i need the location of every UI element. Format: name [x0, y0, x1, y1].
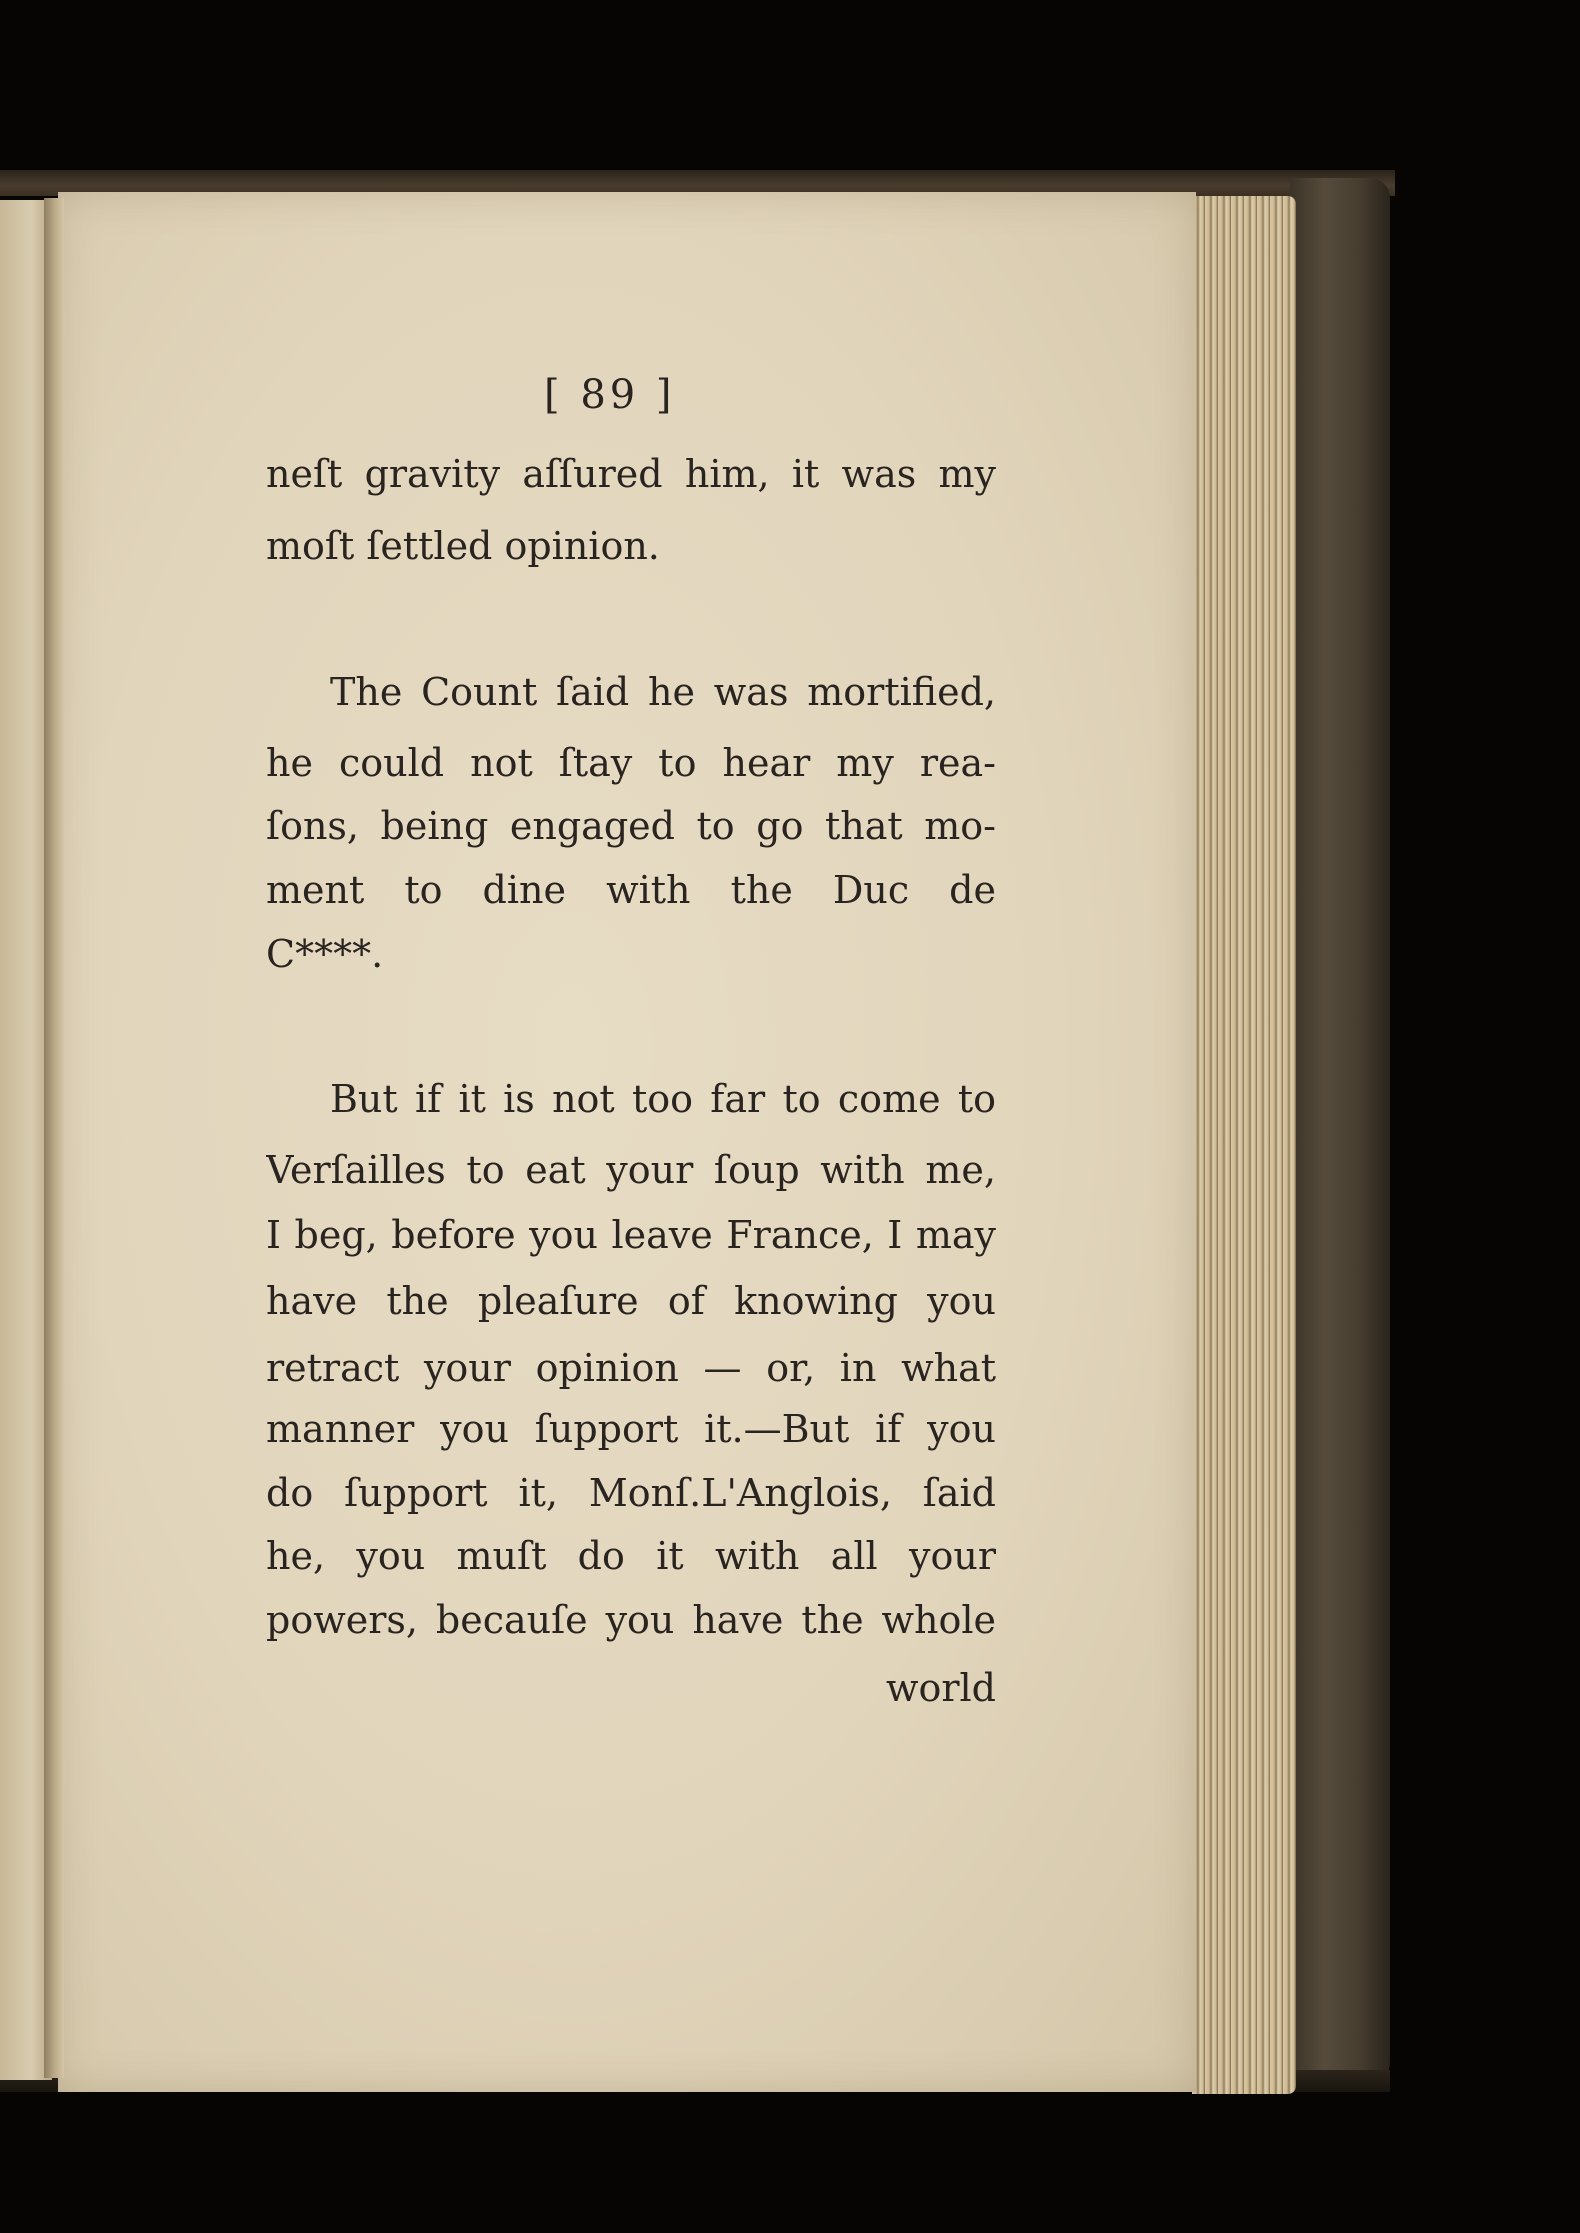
text-line: Verſailles to eat your ſoup with me, [266, 1148, 996, 1192]
text-line: neſt gravity aſſured him, it was my [266, 452, 996, 496]
page-gutter [44, 198, 64, 2078]
text-line: But if it is not too far to come to [330, 1077, 996, 1121]
text-line: ment to dine with the Duc de [266, 868, 996, 912]
text-line: have the pleaſure of knowing you [266, 1279, 996, 1323]
text-line: manner you ſupport it.—But if you [266, 1407, 996, 1451]
text-line: ſons, being engaged to go that mo- [266, 804, 996, 848]
text-line: retract your opinion — or, in what [266, 1346, 996, 1390]
text-line: powers, becauſe you have the whole [266, 1598, 996, 1642]
text-line: moſt ſettled opinion. [266, 524, 660, 568]
catchword: world [885, 1666, 996, 1710]
book-cover-spine-edge [1290, 178, 1390, 2088]
text-line: I beg, before you leave France, I may [266, 1213, 996, 1257]
text-line: he, you muſt do it with all your [266, 1534, 996, 1578]
text-line: he could not ſtay to hear my rea- [266, 741, 996, 785]
text-line: The Count ſaid he was mortified, [330, 670, 996, 714]
text-line: C****. [266, 932, 384, 976]
text-line: do ſupport it, Monſ.L'Anglois, ſaid [266, 1471, 996, 1515]
page-number: [ 89 ] [544, 372, 676, 418]
page-edge-stack [1192, 196, 1296, 2094]
